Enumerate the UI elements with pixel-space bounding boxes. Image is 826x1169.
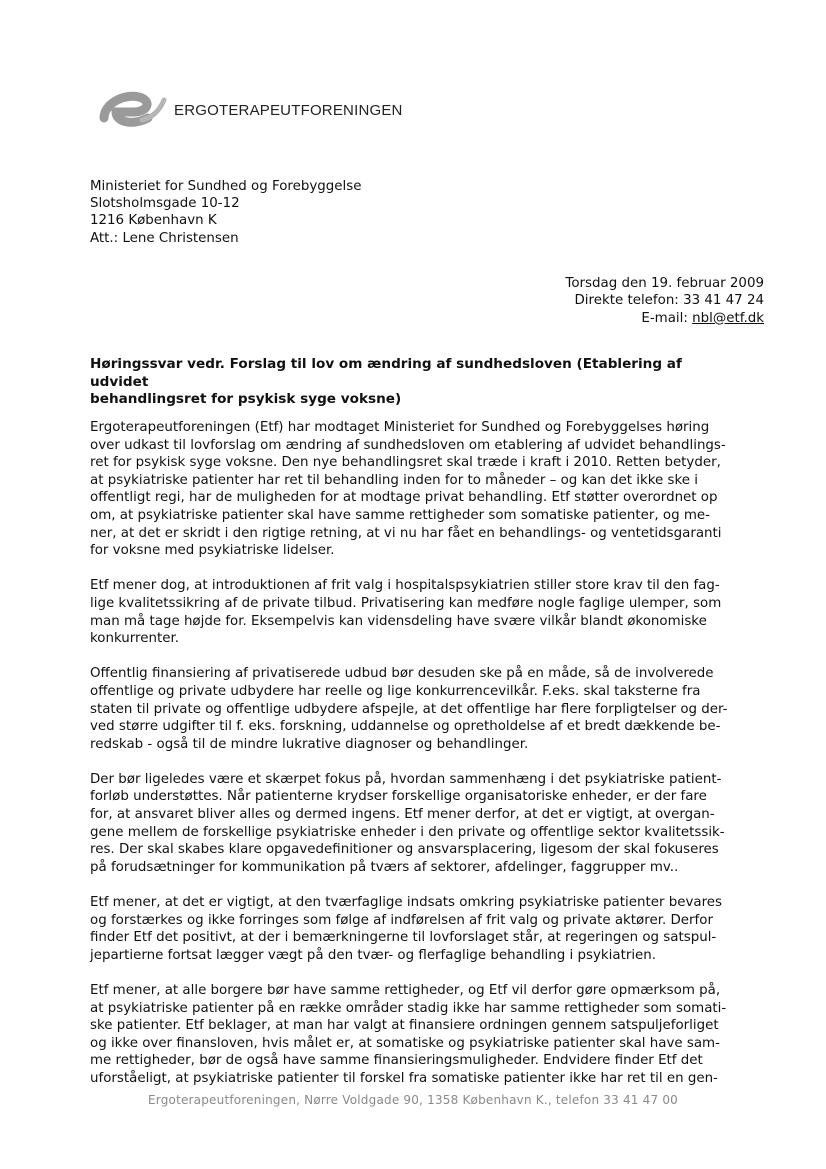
paragraph-line: finder Etf det positivt, at der i bemærkningerne til lovforslaget står, at regeringen og satspul- [90, 930, 717, 946]
paragraph-line: over udkast til lovforslag om ændring af sundhedsloven om etablering af udvidet behandlings- [90, 437, 726, 453]
direct-phone: Direkte telefon: 33 41 47 24 [574, 293, 764, 309]
paragraph-line: for voksne med psykiatriske lidelser. [90, 543, 335, 559]
paragraph-line: for, at ansvaret bliver alles og dermed ingens. Etf mener derfor, at det er vigtigt, at overgan- [90, 807, 715, 823]
paragraph-line: ske patienter. Etf beklager, at man har valgt at finansiere ordningen gennem satspuljeforliget [90, 1018, 719, 1034]
paragraph-line: me rettigheder, bør de også have samme finansieringsmuligheder. Endvidere finder Etf det [90, 1053, 703, 1069]
email-line [565, 310, 764, 327]
recipient-line: 1216 København K [90, 213, 217, 229]
body-paragraph [90, 577, 740, 647]
paragraph-line: konkurrenter. [90, 631, 180, 647]
subject-line: Høringssvar vedr. Forslag til lov om ændring af sundhedsloven (Etablering af udvidet [90, 356, 682, 390]
etf-logo-icon [98, 88, 168, 134]
paragraph-line: Etf mener, at det er vigtigt, at den tværfaglige indsats omkring psykiatriske patienter bevares [90, 895, 723, 911]
paragraph-line: lige kvalitetssikring af de private tilbud. Privatisering kan medføre nogle faglige ulemper, som [90, 595, 722, 611]
paragraph-line: på forudsætninger for kommunikation på tværs af sektorer, afdelinger, faggrupper mv.. [90, 859, 679, 875]
org-name: ERGOTERAPEUTFORENINGEN [174, 102, 403, 119]
subject-line: behandlingsret for psykisk syge voksne) [90, 391, 402, 407]
letter-date: Torsdag den 19. februar 2009 [565, 276, 764, 291]
paragraph-line: Etf mener, at alle borgere bør have samme rettigheder, og Etf vil derfor gøre opmærksom på, [90, 983, 721, 998]
recipient-line: Att.: Lene Christensen [90, 230, 239, 246]
paragraph-line: ret for psykisk syge voksne. Den nye behandlingsret skal træde i kraft i 2010. Retten betyder, [90, 455, 721, 471]
paragraph-line: redskab - også til de mindre lukrative diagnoser og behandlinger. [90, 736, 529, 752]
letter-body [90, 419, 740, 1105]
body-paragraph [90, 771, 740, 877]
paragraph-line: offentlige og private udbydere har reelle og lige konkurrencevilkår. F.eks. skal taksterne fra [90, 683, 701, 699]
paragraph-line: Ergoterapeutforeningen (Etf) har modtaget Ministeriet for Sundhed og Forebyggelses høring [90, 420, 710, 435]
paragraph-line: ved større udgifter til f. eks. forskning, uddannelse og opretholdelse af et bredt dækkende be- [90, 719, 721, 735]
paragraph-line: man må tage højde for. Eksempelvis kan vidensdeling have svære vilkår blandt økonomiske [90, 613, 707, 629]
paragraph-line: ner, at det er skridt i den rigtige retning, at vi nu har fået en behandlings- og ventetidsgaranti [90, 525, 722, 541]
paragraph-line: gene mellem de forskellige psykiatriske enheder i den private og offentlige sektor kvalitetssik- [90, 824, 725, 840]
letter-meta [565, 275, 764, 327]
body-paragraph [90, 419, 740, 560]
paragraph-line: om, at psykiatriske patienter skal have samme rettigheder som somatiske patienter, og me- [90, 507, 710, 523]
paragraph-line: at psykiatriske patienter har ret til behandling inden for to måneder – og kan det ikke ske i [90, 472, 698, 488]
body-paragraph [90, 894, 740, 964]
body-paragraph [90, 982, 740, 1088]
recipient-address [90, 178, 361, 247]
paragraph-line: uforståeligt, at psykiatriske patienter til forskel fra somatiske patienter ikke har ret til en gen- [90, 1070, 718, 1086]
paragraph-line: og forstærkes og ikke forringes som følge af indførelsen af frit valg og private aktører. Derfor [90, 912, 713, 928]
paragraph-line: offentligt regi, har de muligheden for at modtage privat behandling. Etf støtter overordnet op [90, 490, 718, 506]
letterhead-logo [98, 88, 418, 134]
recipient-line: Slotsholmsgade 10-12 [90, 196, 240, 212]
subject-heading [90, 356, 740, 409]
body-paragraph [90, 665, 740, 753]
paragraph-line: res. Der skal skabes klare opgavedefinitioner og ansvarsplacering, ligesom der skal fokuseres [90, 842, 719, 858]
email-link[interactable]: nbl@etf.dk [692, 310, 764, 326]
paragraph-line: Der bør ligeledes være et skærpet fokus på, hvordan sammenhæng i det psykiatriske patient- [90, 771, 722, 787]
paragraph-line: staten til private og offentlige udbydere afspejle, at det offentlige har flere forpligtelser og der- [90, 701, 728, 717]
email-label: E-mail: [641, 310, 693, 326]
paragraph-line: Etf mener dog, at introduktionen af frit valg i hospitalspsykiatrien stiller store krav til den fag- [90, 578, 720, 594]
paragraph-line: at psykiatriske patienter på en række områder stadig ikke har samme rettigheder som somati- [90, 1000, 727, 1016]
paragraph-line: Offentlig finansiering af privatiserede udbud bør desuden ske på en måde, så de involverede [90, 666, 714, 682]
recipient-line: Ministeriet for Sundhed og Forebyggelse [90, 179, 362, 194]
paragraph-line: og ikke over finansloven, hvis målet er, at somatiske og psykiatriske patienter skal have sam- [90, 1035, 720, 1051]
page-footer: Ergoterapeutforeningen, Nørre Voldgade 90, 1358 København K., telefon 33 41 47 00 [148, 1093, 678, 1107]
paragraph-line: jepartierne fortsat lægger vægt på den tvær- og flerfaglige behandling i psykiatrien. [90, 947, 657, 963]
paragraph-line: forløb understøttes. Når patienterne krydser forskellige organisatoriske enheder, er der fare [90, 789, 707, 805]
